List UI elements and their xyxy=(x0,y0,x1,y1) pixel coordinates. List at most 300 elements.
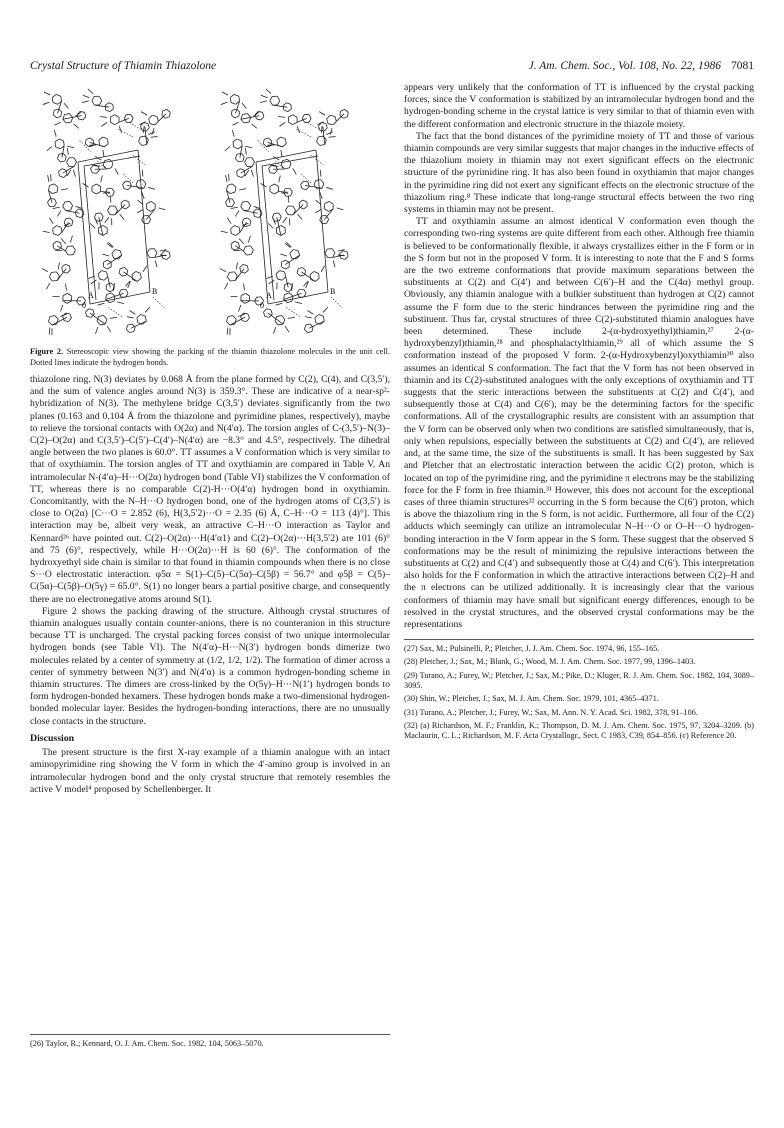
substituent-bond xyxy=(225,146,230,151)
ring-bond xyxy=(304,325,305,329)
ring-bond xyxy=(275,221,279,222)
ring-bond xyxy=(234,147,239,149)
footnote-32: (32) (a) Richardson, M. F.; Franklin, K.; Thompson, D. M. J. Am. Chem. Soc. 1975, 97, 3204–3209. (b) Maclaurin, C. L.; Richardson, M. F. Acta Crystallogr., Sect. C 1983, C39, 854–856. (c) Reference 20. xyxy=(404,720,754,741)
ring-bond xyxy=(324,209,328,212)
ring-bond xyxy=(89,309,93,310)
ring-bond xyxy=(92,173,96,174)
ring-bond xyxy=(142,145,147,146)
ring-bond xyxy=(92,191,96,194)
substituent-bond xyxy=(95,327,97,334)
ring-bond xyxy=(283,159,288,160)
ring-bond xyxy=(268,138,271,141)
ring-bond xyxy=(69,114,72,118)
ring-bond xyxy=(310,271,314,274)
substituent-bond xyxy=(321,126,322,133)
ring-bond xyxy=(248,218,251,221)
substituent-bond xyxy=(245,146,252,147)
ring-bond xyxy=(231,103,236,105)
ring-bond xyxy=(239,161,243,162)
substituent-bond xyxy=(252,124,257,129)
ring-bond xyxy=(315,314,319,317)
footnote-29: (29) Turano, A.; Furey, W.; Pletcher, J.; Sax, M.; Pike, D.; Kluger, R. J. Am. Chem. Soc. 1982, 104, 3089–3095. xyxy=(404,670,754,691)
ring-bond xyxy=(96,213,100,214)
ring-bond xyxy=(277,137,281,140)
ring-bond xyxy=(231,229,232,234)
ring-bond xyxy=(67,158,69,162)
ring-bond xyxy=(83,210,84,214)
ring-bond xyxy=(249,205,251,210)
ring-bond xyxy=(233,199,235,203)
ring-bond xyxy=(94,214,96,218)
ring-bond xyxy=(332,249,335,253)
ring-bond xyxy=(284,293,289,295)
substituent-bond xyxy=(143,266,147,272)
ring-bond xyxy=(242,114,247,115)
substituent-bond xyxy=(61,239,66,244)
ring-bond xyxy=(97,221,101,222)
substituent-bond xyxy=(67,148,68,155)
ring-bond xyxy=(115,122,119,124)
ring-bond xyxy=(93,141,94,145)
ring-bond xyxy=(301,184,302,188)
ring-bond xyxy=(61,243,62,247)
ring-bond xyxy=(113,192,115,196)
ring-bond xyxy=(241,115,243,120)
ring-bond xyxy=(97,321,100,325)
ring-bond xyxy=(141,273,142,278)
substituent-bond xyxy=(238,314,244,317)
ring-bond xyxy=(271,310,272,314)
substituent-bond xyxy=(70,236,72,243)
substituent-bond xyxy=(42,268,48,271)
ring-bond xyxy=(255,301,258,305)
ring-bond xyxy=(231,241,234,244)
ring-bond xyxy=(242,321,246,322)
ring-bond xyxy=(239,112,240,116)
ring-bond xyxy=(62,169,66,171)
ring-bond xyxy=(275,170,278,174)
substituent-bond xyxy=(88,89,93,94)
ring-bond xyxy=(151,201,155,204)
substituent-bond xyxy=(320,170,321,177)
ring-bond xyxy=(248,314,250,318)
ring-bond xyxy=(49,272,51,277)
ring-bond xyxy=(99,96,102,100)
ring-bond xyxy=(130,332,134,333)
substituent-bond xyxy=(221,102,228,104)
ring-bond xyxy=(270,96,272,100)
ring-bond xyxy=(165,117,169,119)
ring-bond xyxy=(53,110,54,114)
substituent-bond xyxy=(295,302,302,304)
ring-bond xyxy=(275,321,278,325)
ring-bond xyxy=(285,283,289,285)
ring-bond xyxy=(119,273,122,276)
substituent-bond xyxy=(329,137,336,138)
body-paragraph: thiazolone ring. N(3) deviates by 0.068 Å from the plane formed by C(2), C(4), and C(3,5′), and the sum of valence angles around N(3) is 359.3°. These are indicative of a near-sp²-hybridization of N(3). The methylene bridge C(3,5′) deviates significantly from the two planes (0.163 and 0.104 Å from the thiazolone and pyrimidine planes, respectively), maybe to relieve the torsional contacts with O(2α) and N(4′α). The torsion angles of C-(3,5′)–N(3)–C(2)–O(2α) and C(3,5′)–C(5′)–C(4′)–N(4′α) are −8.3° and 4.5°, respectively. The dihedral angle between the two planes is 60.0°. TT assumes a V conformation which is very similar to that of oxythiamin. The torsion angles of TT and oxythiamin are compared in Table V. An intramolecular N-(4′α)–H···O(2α) hydrogen bond (Table VI) stabilizes the V conformation of TT, whereas there is no comparable C(2)-H···O(4′α) hydrogen bond in oxythiamin. Concomitantly, with the N–H···O hydrogen bond, one of the hydrogen atoms of C(3,5′) is close to O(2α) [C···O = 2.852 (6), H(3,5′2)···O = 2.35 (6) Å, C–H···O = 113 (4)°]. This interaction may be, albeit very weak, an attractive C–H···O interaction as Taylor and Kennard²⁶ have pointed out. C(2)–O(2α)···H(4′α1) and C(2)–O(2α)···H(3,5′2) are 101 (6)° and 75 (6)°, respectively, while H···O(2α)···H is 60 (6)°. The conformation of the hydroxyethyl side chain is similar to that found in thiamin compounds when there is no close S···O electrostatic interaction. φ5α = S(1)–C(5)–C(5α)–C(5β) = 56.7° and φ5β = C(5)–C(5α)–C(5β)–O(5γ) = 65.0°. S(1) no longer bears a partial positive charge, and consequently there are no electronegative atoms around S(1). xyxy=(30,374,390,605)
axis-origin-label: 0 xyxy=(260,301,264,310)
ring-bond xyxy=(281,233,285,236)
substituent-bond xyxy=(245,148,246,155)
ring-bond xyxy=(328,124,333,125)
ring-bond xyxy=(343,117,347,119)
unit-cell-edge xyxy=(84,156,140,166)
ring-bond xyxy=(231,110,232,114)
unit-cell-edge xyxy=(84,166,96,300)
ring-bond xyxy=(73,250,75,255)
ring-bond xyxy=(330,115,335,116)
ring-bond xyxy=(286,206,289,210)
ring-bond xyxy=(71,117,73,122)
substituent-bond xyxy=(127,317,134,318)
body-paragraph: TT and oxythiamin assume an almost identical V conformation even though the corresponding two-ring systems are quite different from each other. Although free thiamin is believed to be conformationally flexible, it always crystallizes either in the F form or in the S form but not in the proposed V form. It is interesting to note that the F and S forms are the two extreme conformations that provide maximum separations between the substituents at C(2) and C(4′) and between C(6′)–H and the C(4α) methyl group. Obviously, any thiamin analogue with a bulkier substituent than hydrogen at C(2) cannot assume the F form due to the steric hindrances between the pyrimidine ring and the substituent. Thus far, crystal structures of three C(2)-substituted thiamin analogues have been determined. These include 2-(α-hydroxyethyl)thiamin,²⁷ 2-(α-hydroxybenzyl)thiamin,²⁸ and phosphalactylthiamin,²⁹ all of which assume the S conformation instead of the proposed V form. 2-(α-Hydroxybenzyl)oxythiamin³⁰ also assumes an identical S conformation. The fact that the V form has not been observed in thiamin and its C(2)-substituted analogues with the only exceptions of oxythiamin and TT suggests that the steric interactions between the substituents at C(2) and C(4′), and subsequently those at C(4) and C(6′), may be the determining factors for the specific conformations. All of the crystallographic results are consistent with an assumption that the V form can be observed only when two conditions are satisfied simultaneously, that is, only when repulsions, especially between the substituents at C(2) and C(4′), are relieved and, at the same time, the size of the substituents is small. It has been suggested by Sax and Pletcher that an electrostatic interaction between the acidic C(2) proton, which is located on top of the pyrimidine ring, and the pyrimidine π electrons may be the stabilizing force for the F form in free thiamin.³¹ However, this does not account for the exceptional cases of three thiamin structures³² occurring in the S form because the C(6′) proton, which is above the thiazolium ring in the S form, is not acidic. Furthermore, all four of the C(2) adducts which seemingly can utilize an intramolecular N–H···O or O–H···O hydrogen-bonding interaction in the V form appear in the S form. These suggest that the observed S conformations may be the result of minimizing the repulsive interactions between the substituents at C(2) and C(4′) and subsequently those at C(4) and C(6′). This interpretation also holds for the F conformation in which the attractive interactions between C(2)–H and the π electrons can be utilized additionally. It is increasingly clear that the various conformers of thiamin may have small but significant energy differences, enough to be resolved in the crystal structures, and the observed crystal conformations may be the representations xyxy=(404,216,754,630)
ring-bond xyxy=(55,139,59,142)
ring-bond xyxy=(234,116,238,117)
ring-bond xyxy=(274,192,278,194)
ring-bond xyxy=(303,267,306,270)
substituent-bond xyxy=(298,214,303,219)
hydrogen-bond xyxy=(258,140,269,152)
ring-bond xyxy=(108,210,110,214)
ring-bond xyxy=(58,109,61,112)
ring-bond xyxy=(144,183,146,188)
ring-bond xyxy=(65,246,67,251)
substituent-bond xyxy=(54,122,60,125)
ring-bond xyxy=(235,187,236,192)
ring-bond xyxy=(265,316,269,317)
ring-bond xyxy=(123,181,126,184)
ring-bond xyxy=(126,329,129,332)
ring-bond xyxy=(106,289,110,292)
substituent-bond xyxy=(226,175,227,182)
ring-bond xyxy=(149,119,150,124)
ring-bond xyxy=(98,271,102,275)
ring-bond xyxy=(65,251,68,255)
ring-bond xyxy=(297,289,299,293)
substituent-bond xyxy=(66,283,67,290)
ring-bond xyxy=(245,270,248,273)
ring-bond xyxy=(157,117,158,122)
ring-bond xyxy=(126,181,130,182)
ring-bond xyxy=(282,277,286,281)
body-paragraph: The present structure is the first X-ray example of a thiamin analogue with an intact aminopyrimidine ring showing the V form in which the 4′-amino group is involved in an intramolecular hydrogen bond and the only crystal structure that remotely resembles the active V model⁴ proposed by Schellenberger. It xyxy=(30,747,390,795)
ring-bond xyxy=(245,158,247,162)
ring-bond xyxy=(162,251,165,254)
ring-bond xyxy=(65,157,66,161)
ring-bond xyxy=(67,301,71,303)
ring-bond xyxy=(278,324,283,325)
substituent-bond xyxy=(222,92,228,95)
ring-bond xyxy=(240,267,241,271)
footnote-30: (30) Shin, W.; Pletcher, J.; Sax, M. J. Am. Chem. Soc. 1979, 101, 4365–4371. xyxy=(404,694,659,704)
ring-bond xyxy=(121,200,125,203)
ring-bond xyxy=(250,221,251,225)
ring-bond xyxy=(106,285,107,289)
ring-bond xyxy=(85,139,86,143)
ring-bond xyxy=(253,209,256,212)
substituent-bond xyxy=(76,206,83,208)
stereo-packing-figure xyxy=(30,82,390,344)
ring-bond xyxy=(149,219,151,223)
ring-bond xyxy=(112,254,114,259)
substituent-bond xyxy=(91,280,97,284)
ring-bond xyxy=(276,274,277,279)
ring-bond xyxy=(112,163,113,168)
substituent-bond xyxy=(224,283,227,289)
ring-bond xyxy=(314,180,316,185)
ring-bond xyxy=(319,273,320,278)
ring-bond xyxy=(75,209,78,212)
ring-bond xyxy=(107,283,111,285)
ring-bond xyxy=(263,312,264,316)
ring-bond xyxy=(99,316,104,317)
ring-bond xyxy=(234,94,239,96)
ring-bond xyxy=(280,217,282,221)
substituent-bond xyxy=(323,307,328,312)
substituent-bond xyxy=(281,150,282,157)
ring-bond xyxy=(324,316,325,321)
substituent-bond xyxy=(61,305,63,312)
ring-bond xyxy=(122,275,126,276)
ring-bond xyxy=(128,324,132,325)
ring-bond xyxy=(108,206,111,210)
ring-bond xyxy=(306,186,309,189)
ring-bond xyxy=(99,140,100,145)
ring-bond xyxy=(137,314,141,317)
ring-bond xyxy=(243,313,247,314)
ring-bond xyxy=(136,180,138,185)
ring-bond xyxy=(96,192,100,194)
ring-bond xyxy=(318,136,323,137)
ring-bond xyxy=(310,275,311,280)
ring-bond xyxy=(100,324,105,325)
substituent-bond xyxy=(239,305,241,312)
substituent-bond xyxy=(142,170,143,177)
substituent-bond xyxy=(293,168,296,174)
ring-bond xyxy=(119,269,120,273)
ring-bond xyxy=(248,201,251,205)
substituent-bond xyxy=(44,92,50,95)
ring-bond xyxy=(155,121,158,125)
ring-bond xyxy=(290,188,293,192)
ring-bond xyxy=(167,257,170,260)
substituent-bond xyxy=(268,223,273,228)
ring-bond xyxy=(48,322,51,326)
ring-bond xyxy=(235,226,240,228)
ring-bond xyxy=(308,114,311,118)
ring-bond xyxy=(289,293,293,296)
ring-bond xyxy=(326,124,327,128)
bridge-bond xyxy=(108,277,110,288)
ring-bond xyxy=(57,226,62,228)
ring-bond xyxy=(134,327,135,331)
substituent-bond xyxy=(305,317,312,318)
ring-bond xyxy=(347,252,348,256)
unit-cell-edge xyxy=(262,166,274,300)
substituent-bond xyxy=(67,170,71,176)
ring-bond xyxy=(340,254,341,258)
ring-bond xyxy=(128,186,131,189)
substituent-bond xyxy=(244,283,245,290)
ring-bond xyxy=(65,218,69,219)
ring-bond xyxy=(314,271,319,273)
ring-bond xyxy=(63,175,67,178)
ring-bond xyxy=(69,318,72,322)
substituent-bond xyxy=(220,268,226,271)
substituent-bond xyxy=(53,207,60,209)
substituent-bond xyxy=(46,283,49,289)
ring-bond xyxy=(167,109,171,112)
bridge-bond xyxy=(285,255,299,264)
ring-bond xyxy=(56,272,59,276)
hydrogen-bond xyxy=(153,297,165,308)
footnotes-right xyxy=(404,639,754,741)
ring-bond xyxy=(269,165,272,169)
ring-bond xyxy=(109,301,114,303)
ring-bond xyxy=(236,109,239,112)
ring-bond xyxy=(170,112,171,116)
substituent-bond xyxy=(337,208,344,210)
ring-bond xyxy=(106,295,107,300)
ring-bond xyxy=(308,332,312,333)
ring-bond xyxy=(252,158,255,162)
hydrogen-bond xyxy=(108,307,123,317)
substituent-bond xyxy=(145,307,150,312)
ring-bond xyxy=(242,219,243,223)
ring-bond xyxy=(237,169,241,172)
ring-bond xyxy=(103,233,107,236)
ring-bond xyxy=(56,147,61,149)
ring-bond xyxy=(53,241,56,244)
substituent-bond xyxy=(151,137,158,138)
ring-bond xyxy=(99,279,104,280)
substituent-bond xyxy=(321,266,325,272)
ring-bond xyxy=(105,319,107,324)
bridge-bond xyxy=(277,217,281,235)
ring-bond xyxy=(343,251,347,253)
ring-bond xyxy=(127,122,131,123)
substituent-bond xyxy=(43,102,50,104)
ring-bond xyxy=(109,103,113,105)
ring-bond xyxy=(110,109,114,112)
ring-bond xyxy=(99,137,103,140)
ring-bond xyxy=(319,314,324,316)
ring-bond xyxy=(320,145,325,146)
ring-bond xyxy=(335,117,336,122)
ring-bond xyxy=(150,124,155,125)
ring-bond xyxy=(59,169,63,172)
ring-bond xyxy=(77,301,80,305)
substituent-bond xyxy=(48,175,49,182)
ring-bond xyxy=(54,184,58,187)
ring-bond xyxy=(227,277,230,281)
ring-bond xyxy=(264,138,268,139)
substituent-bond xyxy=(232,130,234,137)
substituent-bond xyxy=(54,130,56,137)
ring-bond xyxy=(65,264,69,265)
ring-bond xyxy=(126,289,128,293)
ring-bond xyxy=(252,162,254,166)
substituent-bond xyxy=(159,208,166,210)
ring-bond xyxy=(70,218,73,221)
discussion-heading: Discussion xyxy=(30,732,75,744)
ring-bond xyxy=(62,267,63,271)
ring-bond xyxy=(63,119,66,123)
ring-bond xyxy=(63,115,65,120)
substituent-bond xyxy=(235,211,239,217)
ring-bond xyxy=(112,188,115,192)
substituent-bond xyxy=(117,302,124,304)
substituent-bond xyxy=(273,327,275,334)
ring-bond xyxy=(52,94,56,97)
ring-bond xyxy=(49,184,54,186)
substituent-bond xyxy=(239,239,244,244)
ring-bond xyxy=(115,115,119,118)
ring-bond xyxy=(231,244,232,248)
bridge-bond xyxy=(301,272,315,282)
ring-bond xyxy=(287,103,291,105)
ring-bond xyxy=(243,157,244,161)
ring-bond xyxy=(64,219,65,223)
ring-bond xyxy=(325,249,327,253)
bridge-bond xyxy=(272,105,287,107)
ring-bond xyxy=(321,123,325,124)
ring-bond xyxy=(105,144,109,147)
ring-bond xyxy=(104,277,108,281)
ring-bond xyxy=(318,126,319,130)
substituent-bond xyxy=(115,168,118,174)
ring-bond xyxy=(64,114,69,115)
ring-bond xyxy=(312,327,313,331)
ring-bond xyxy=(263,112,264,116)
ring-bond xyxy=(235,159,238,162)
ring-bond xyxy=(90,138,93,141)
body-paragraph: appears very unlikely that the conformation of TT is influenced by the crystal packing forces, since the V conformation is stabilized by an intramolecular hydrogen bond and the hydrogen-bonding scheme in the crystal lattice is very similar to that of thiamin even with the different conformation and electronic structure in the thiazole moiety. xyxy=(404,82,754,130)
ring-bond xyxy=(146,316,147,321)
ring-bond xyxy=(270,191,274,194)
ring-bond xyxy=(261,117,264,120)
ring-bond xyxy=(124,115,126,119)
ring-bond xyxy=(107,168,112,169)
ring-bond xyxy=(243,246,245,251)
ring-bond xyxy=(113,104,114,108)
ring-bond xyxy=(290,250,293,254)
substituent-bond xyxy=(67,146,74,147)
substituent-bond xyxy=(60,314,66,317)
ring-bond xyxy=(147,249,149,253)
ring-bond xyxy=(100,213,103,217)
substituent-bond xyxy=(254,206,261,208)
ring-bond xyxy=(247,266,248,270)
ring-bond xyxy=(132,275,133,280)
ring-bond xyxy=(241,207,244,211)
footnote-left xyxy=(30,1034,390,1052)
ring-bond xyxy=(284,285,285,289)
ring-bond xyxy=(57,159,60,162)
ring-bond xyxy=(235,319,236,324)
ring-bond xyxy=(162,254,163,258)
ring-bond xyxy=(227,184,232,186)
ring-bond xyxy=(231,115,234,118)
ring-bond xyxy=(243,201,248,202)
ring-bond xyxy=(317,137,319,142)
ring-bond xyxy=(251,246,254,250)
substituent-bond xyxy=(61,189,68,190)
ring-bond xyxy=(327,219,329,223)
ring-bond xyxy=(143,123,147,124)
substituent-bond xyxy=(43,231,50,232)
ring-bond xyxy=(298,267,302,268)
